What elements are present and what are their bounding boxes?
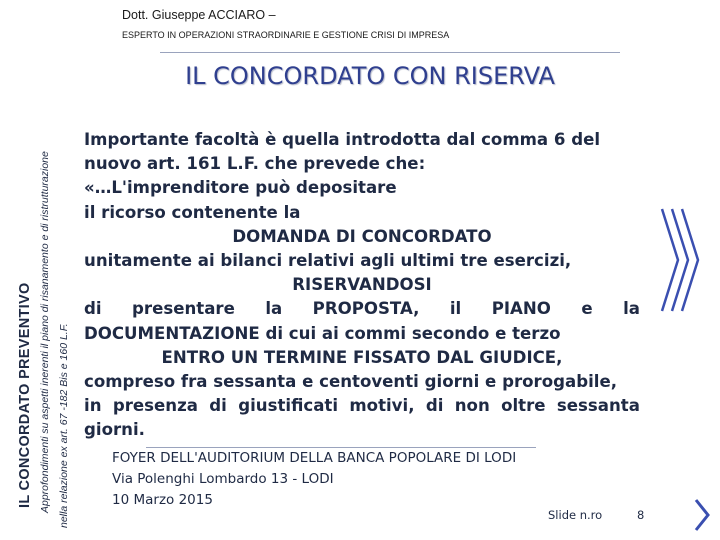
sidebar-subtitle-2: nella relazione ex art. 67 -182 Bis e 160 L.F. [58,323,70,528]
body-line: unitamente ai bilanci relativi agli ultimi tre esercizi, [84,251,572,271]
double-chevron-right-icon [658,205,706,315]
author-name: Dott. Giuseppe ACCIARO – [122,8,276,22]
header-divider [160,52,620,53]
body-line: nuovo art. 161 L.F. che prevede che: [84,154,426,174]
body-line: DOCUMENTAZIONE di cui ai commi secondo e terzo [84,323,561,343]
body-line-justified [84,297,640,321]
word: non [454,396,490,416]
word: di [425,396,444,416]
word: giustificati [238,396,339,416]
word: motivi, [349,396,415,416]
body-line: ENTRO UN TERMINE FISSATO DAL GIUDICE, [161,347,563,367]
word: PIANO [491,299,551,319]
sidebar-subtitle-1: Approfondimenti su aspetti inerenti il piano di risanamento e di ristrutturazione [39,151,51,513]
word: presentare [132,299,235,319]
slide-title: IL CONCORDATO CON RISERVA [185,62,555,90]
author-role: ESPERTO IN OPERAZIONI STRAORDINARIE E GESTIONE CRISI DI IMPRESA [122,30,450,40]
sidebar-title: IL CONCORDATO PREVENTIVO [17,282,33,508]
event-footer [112,448,516,511]
word: di [84,299,102,319]
body-line: compreso fra sessanta e centoventi giorni e prorogabile, [84,372,618,392]
slide-number-label: Slide n.ro [548,508,603,522]
body-line: giorni. [84,420,145,440]
word: sessanta [556,396,640,416]
body-line: il ricorso contenente la [84,202,301,222]
slide-number: 8 [637,508,645,522]
word: e [581,299,593,319]
word: il [449,299,462,319]
word: di [209,396,227,416]
body-line: «…L'imprenditore può depositare [84,178,397,198]
event-venue: FOYER DELL'AUDITORIUM DELLA BANCA POPOLARE DI LODI [112,450,517,466]
word: la [623,299,640,319]
word: PROPOSTA, [312,299,420,319]
word: oltre [501,396,546,416]
event-address: Via Polenghi Lombardo 13 - LODI [112,471,334,487]
chevron-right-icon[interactable] [690,497,714,533]
event-date: 10 Marzo 2015 [112,492,213,508]
body-line: Importante facoltà è quella introdotta dal comma 6 del [84,130,601,149]
body-line: RISERVANDOSI [292,275,432,295]
body-text [84,128,640,443]
word: in [84,396,102,416]
body-line: DOMANDA DI CONCORDATO [232,226,492,246]
word: presenza [112,396,198,416]
word: la [265,299,283,319]
body-line-justified [84,394,640,418]
